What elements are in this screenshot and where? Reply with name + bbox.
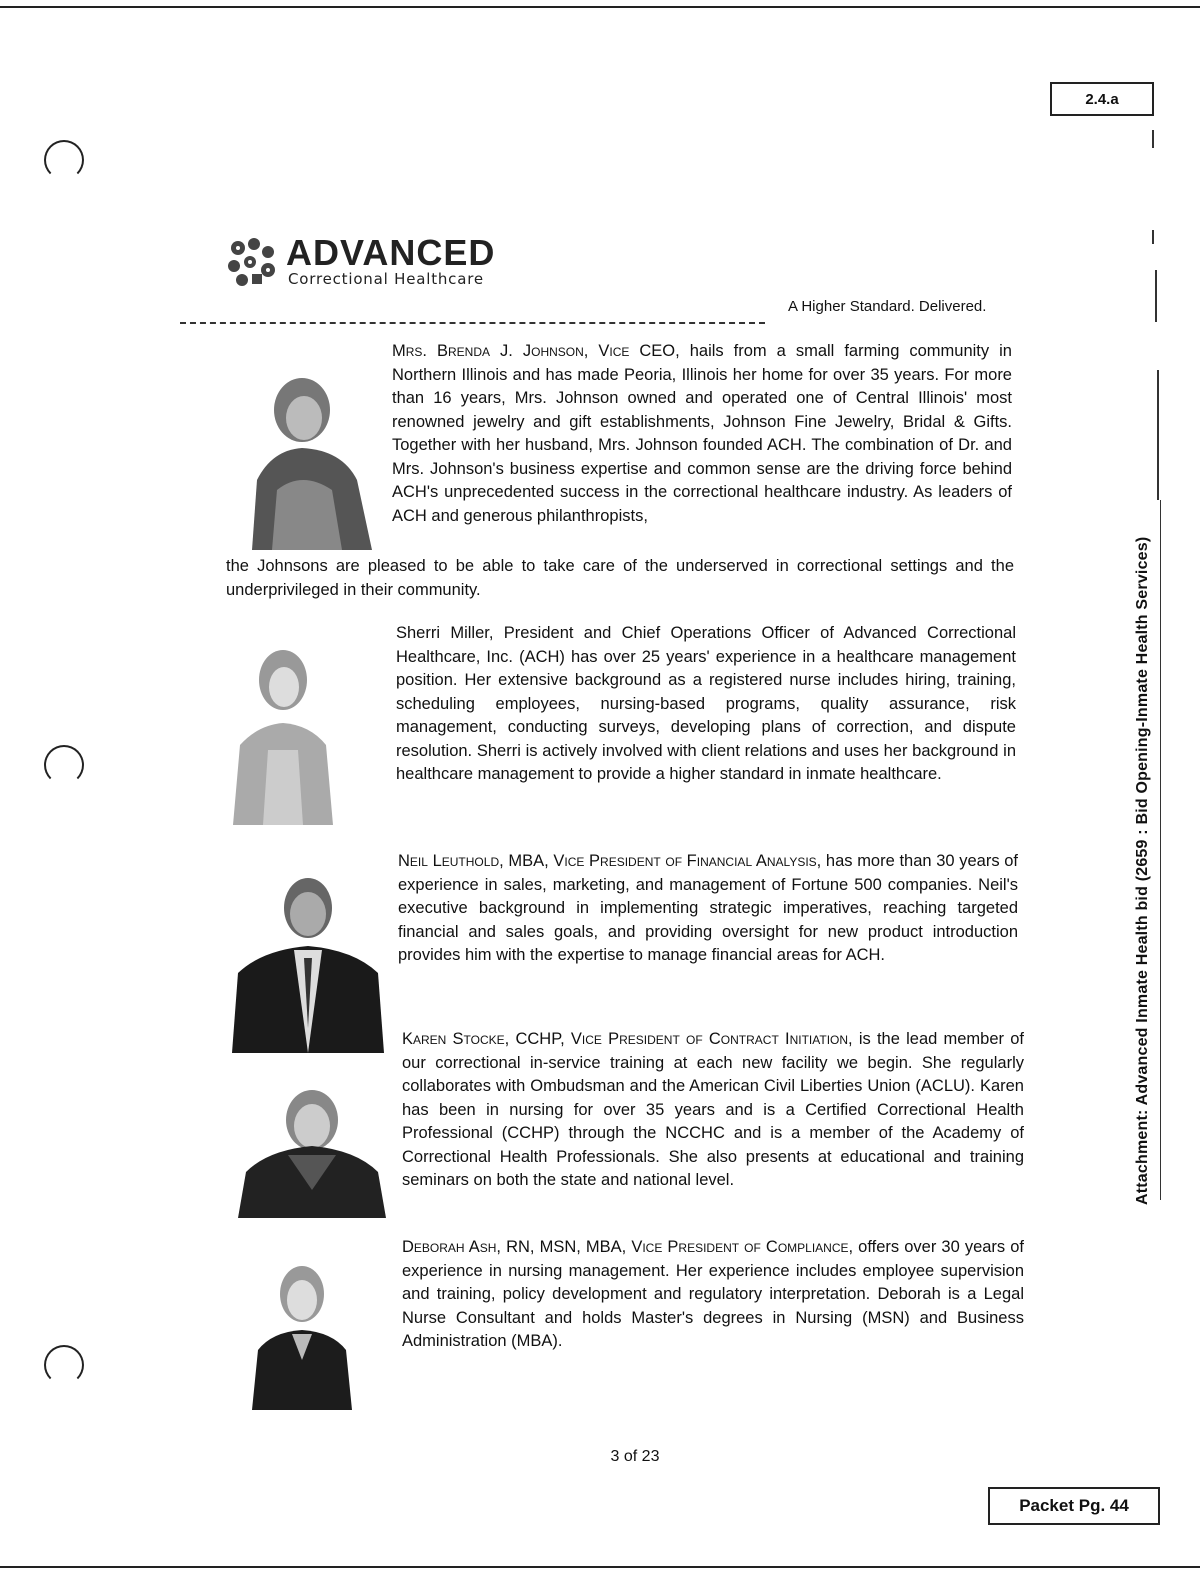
logo-wordmark: ADVANCED xyxy=(286,232,496,273)
logo-flower-icon xyxy=(226,236,278,288)
portrait-neil-leuthold xyxy=(232,868,384,1053)
packet-page: Packet Pg. 44 xyxy=(988,1487,1160,1525)
portrait-sherri-miller xyxy=(228,635,338,825)
portrait-brenda-johnson xyxy=(232,370,382,550)
portrait-karen-stocke xyxy=(238,1080,386,1218)
header-divider xyxy=(180,322,765,324)
bio-neil-leuthold xyxy=(398,850,1018,968)
bio-name: Neil Leuthold, MBA, Vice President of Financial Analysis, xyxy=(398,852,822,870)
section-tag: 2.4.a xyxy=(1050,82,1154,116)
attachment-label: Attachment: Advanced Inmate Health bid (2659 : Bid Opening-Inmate Health Services) xyxy=(1134,536,1151,1205)
bio-karen-stocke xyxy=(402,1028,1024,1193)
margin-mark xyxy=(1152,130,1154,148)
bottom-border xyxy=(0,1566,1200,1568)
company-logo xyxy=(226,232,526,292)
punch-hole-bottom xyxy=(44,1345,84,1385)
bio-sherri-miller xyxy=(396,622,1016,787)
bio-text: Sherri Miller, President and Chief Operations Officer of Advanced Correctional Healthcare, Inc. (ACH) has over 25 years' experience in a healthcare management position. Her extensive background as a registered nurse includes hiring, training, scheduling employees, nursing-based programs, quality assurance, risk management, conducting surveys, developing plans of correction, and dispute resolution. Sherri is actively involved with client relations and uses her background in healthcare management to provide a higher standard in inmate healthcare. xyxy=(396,624,1016,783)
bio-deborah-ash xyxy=(402,1236,1024,1354)
bio-name: Deborah Ash, RN, MSN, MBA, Vice President of Compliance, xyxy=(402,1238,854,1256)
bio-name: Mrs. Brenda J. Johnson, Vice CEO, xyxy=(392,342,680,360)
portrait-deborah-ash xyxy=(252,1260,352,1410)
logo-subtitle: Correctional Healthcare xyxy=(288,270,484,288)
margin-mark xyxy=(1160,500,1161,1200)
bio-brenda-johnson xyxy=(392,340,1012,528)
bio-text: has more than 30 years of experience in sales, marketing, and management of Fortune 500 companies. Neil's executive background in implementing strategic imperatives, reaching targeted financial and sales goals, and providing oversight for new product introduction provides him with the expertise to manage financial areas for ACH. xyxy=(398,852,1019,964)
bio-brenda-johnson-continued: the Johnsons are pleased to be able to take care of the underserved in correctional settings and the underprivileged in their community. xyxy=(226,557,1014,599)
page-number: 3 of 23 xyxy=(610,1448,660,1465)
tagline: A Higher Standard. Delivered. xyxy=(788,298,987,315)
punch-hole-top xyxy=(44,140,84,180)
margin-mark xyxy=(1155,270,1157,322)
margin-mark xyxy=(1152,230,1154,244)
bio-text: offers over 30 years of experience in nursing management. Her experience includes employee supervision and training, policy development and regulatory interpretation. Deborah is a Legal Nurse Consultant and holds Master's degrees in Nursing (MSN) and Business Administration (MBA). xyxy=(402,1238,1024,1350)
punch-hole-middle xyxy=(44,745,84,785)
bio-text: is the lead member of our correctional in-service training at each new facility we begin. She regularly collaborates with Ombudsman and the American Civil Liberties Union (ACLU). Karen has been in nursing for over 35 years and is a Certified Correctional Health Professional (CCHP) through the NCCHC and is a member of the Academy of Correctional Health Professionals. She also presents at educational and training seminars on both the state and national level. xyxy=(402,1030,1025,1189)
top-border xyxy=(0,6,1200,8)
bio-name: Karen Stocke, CCHP, Vice President of Contract Initiation, xyxy=(402,1030,853,1048)
bio-text: hails from a small farming community in Northern Illinois and has made Peoria, Illinois her home for over 35 years. For more than 16 years, Mrs. Johnson owned and operated one of Central Illinois' most renowned jewelry and gift establishments, Johnson Fine Jewelry, Bridal & Gifts. Together with her husband, Mrs. Johnson founded ACH. The combination of Dr. and Mrs. Johnson's business expertise and common sense are the driving force behind ACH's unprecedented success in the correctional healthcare industry. As leaders of ACH and generous philanthropists, xyxy=(392,342,1012,525)
margin-mark xyxy=(1157,370,1159,500)
